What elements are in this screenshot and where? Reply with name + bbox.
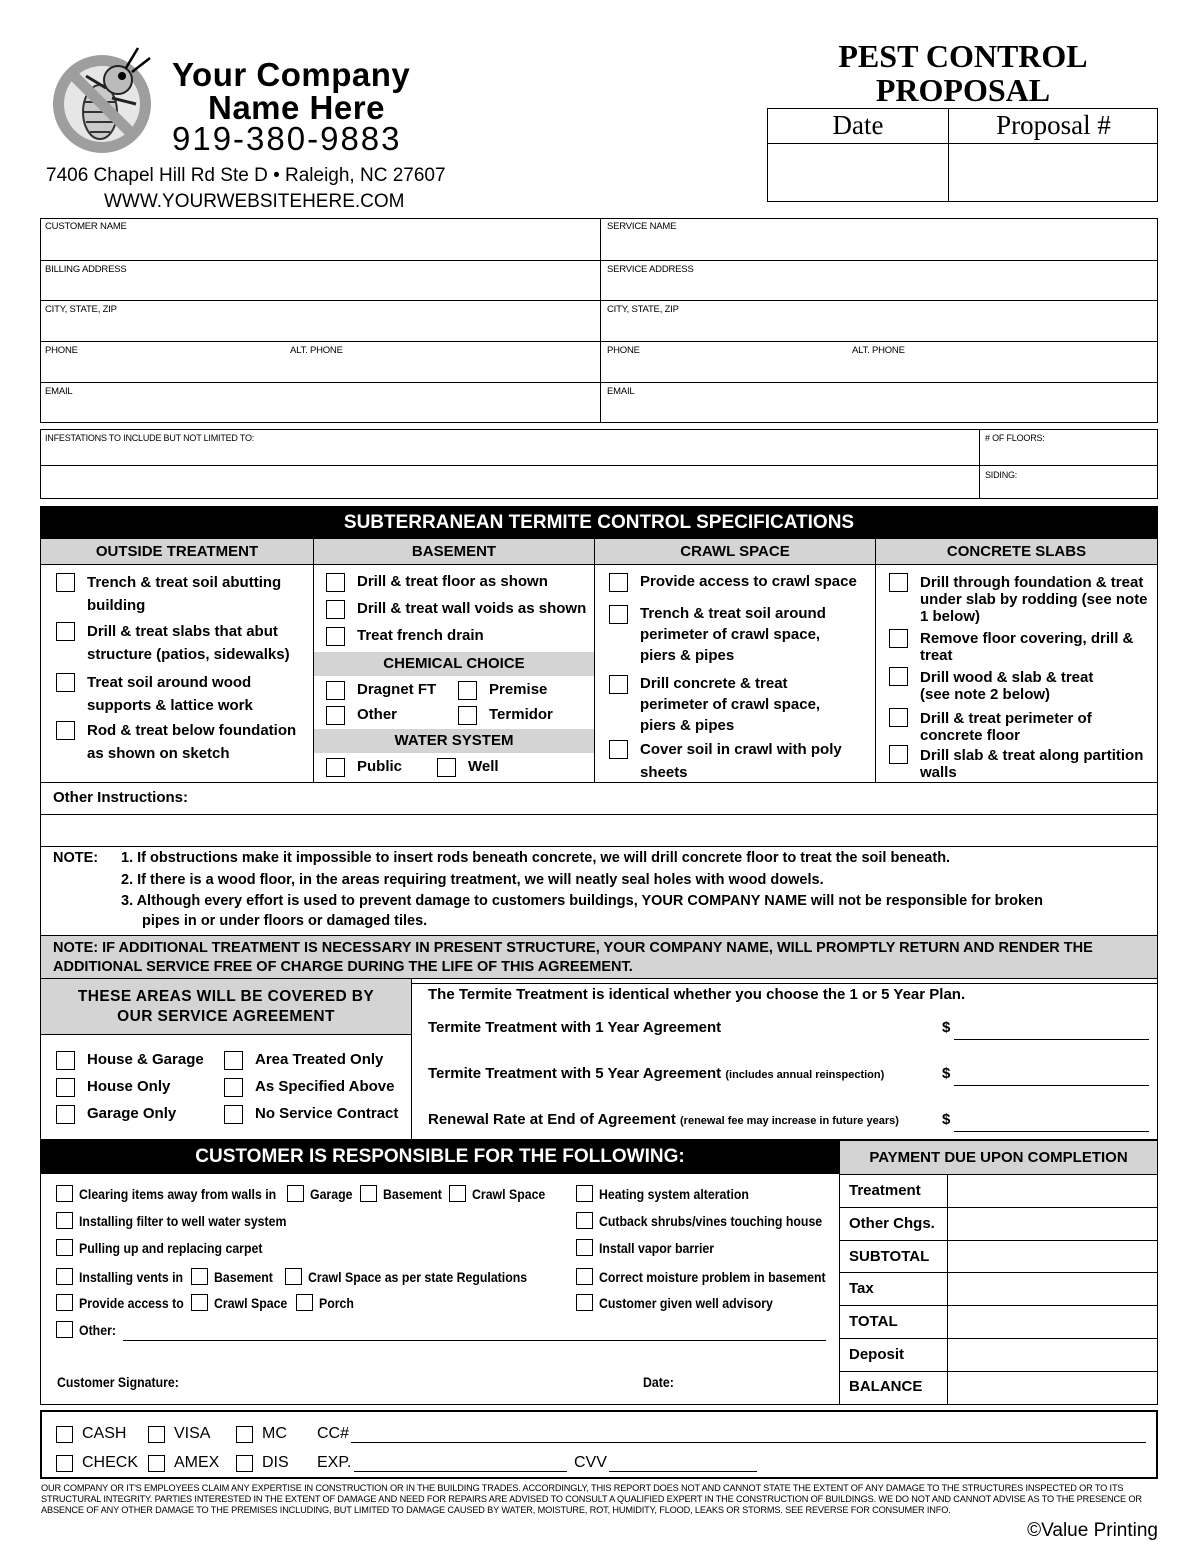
chemical-termidor: Termidor [489,706,553,723]
checkbox-crawl-drill[interactable] [609,675,628,694]
checkbox-public-water[interactable] [326,758,345,777]
resp-other: Other: [79,1322,116,1338]
date-label: Date [832,110,884,140]
service-phone-label: PHONE [607,345,640,356]
service-address-label: SERVICE ADDRESS [607,264,694,275]
siding-label: SIDING: [985,470,1018,480]
floors-label: # OF FLOORS: [985,433,1045,443]
payment-header: PAYMENT DUE UPON COMPLETION [840,1141,1157,1174]
resp-well-advisory: Customer given well advisory [599,1295,773,1311]
basement-header: BASEMENT [411,543,497,560]
cvv-label: CVV [574,1454,607,1471]
basement-item-2: Drill & treat wall voids as shown [357,600,587,617]
checkbox-slab-floor-covering[interactable] [889,629,908,648]
dollar-sign: $ [942,1111,951,1128]
billing-address-label: BILLING ADDRESS [45,264,127,275]
resp-carpet: Pulling up and replacing carpet [79,1240,263,1256]
phone-label: PHONE [45,345,78,356]
five-year-price-field[interactable] [954,1085,1149,1086]
checkbox-as-specified[interactable] [224,1078,243,1097]
checkbox-well-advisory[interactable] [576,1294,593,1311]
resp-vents-crawl: Crawl Space as per state Regulations [308,1269,528,1285]
method-amex: AMEX [174,1454,220,1471]
slab-item-3: Drill wood & slab & treat (see note 2 below) [920,669,1094,703]
other-instructions-field[interactable] [42,816,1156,844]
checkbox-well-water[interactable] [437,758,456,777]
service-city-label: CITY, STATE, ZIP [607,304,679,315]
plan-intro: The Termite Treatment is identical whether you choose the 1 or 5 Year Plan. [428,986,966,1003]
checkbox-carpet[interactable] [56,1239,73,1256]
checkbox-vents[interactable] [56,1268,73,1285]
outside-item-2: Drill & treat slabs that abut structure (patios, sidewalks) [87,623,290,663]
coverage-as-specified: As Specified Above [255,1078,395,1095]
five-year-plan-note: (includes annual reinspection) [725,1069,885,1081]
resp-filter: Installing filter to well water system [79,1213,287,1229]
checkbox-vents-basement[interactable] [191,1268,208,1285]
checkbox-clearing[interactable] [56,1185,73,1202]
payment-deposit: Deposit [849,1346,905,1363]
company-logo [46,42,158,160]
other-instructions-label: Other Instructions: [53,789,189,806]
method-visa: VISA [174,1425,211,1442]
billing-city-label: CITY, STATE, ZIP [45,304,117,315]
outside-item-1: Trench & treat soil abutting building [87,574,282,614]
checkbox-chemical-other[interactable] [326,706,345,725]
checkbox-drill-floor[interactable] [326,573,345,592]
checkbox-drill-wall-voids[interactable] [326,600,345,619]
checkbox-filter[interactable] [56,1212,73,1229]
chemical-other: Other [357,706,398,723]
resp-vents: Installing vents in [79,1269,184,1285]
checkbox-dragnet[interactable] [326,681,345,700]
disclaimer-text: OUR COMPANY OR IT'S EMPLOYEES CLAIM ANY EXPERTISE IN CONSTRUCTION OR IN THE BUILDING TRADES. ACCORDINGLY, THIS REPORT DOES NOT AND CANNOT STATE THE EXTENT OF ANY DAMAGE TO THE STRUCTURES INSPECTED OR TO ITS STRUCTURAL INTEGRITY. PARTIES INTERESTED IN THE EXTENT OF DAMAGE AND NEED FOR REPAIRS ARE ADVISED TO CONSULT A QUALIFIED EXPERT IN THE CONSTRUCTION OF BUILDINGS. WE DO NOT AND CANNOT ADVISE AS TO THE PRESENCE OR ABSENCE OF ANY OTHER DAMAGE TO THE PREMISES INCLUDING, BUT LIMITED TO DAMAGE CAUSED BY WATER, MOISTURE, ROT, HUMIDITY, FLOOD, LEAKS OR STORMS. SEE REVERSE FOR CONSUMER INFO. [41,1483,1142,1515]
signature-date-label: Date: [643,1374,674,1390]
five-year-plan-text: Termite Treatment with 5 Year Agreement [428,1065,722,1082]
coverage-house-garage: House & Garage [87,1051,204,1068]
resp-vapor: Install vapor barrier [599,1240,715,1256]
service-email-label: EMAIL [607,386,635,397]
method-dis: DIS [262,1454,289,1471]
slab-item-1: Drill through foundation & treat under slab by rodding (see note 1 below) [920,574,1148,625]
crawl-item-2: Trench & treat soil around perimeter of crawl space, piers & pipes [640,605,826,664]
checkbox-trench-soil[interactable] [56,573,75,592]
checkbox-visa[interactable] [148,1426,165,1443]
five-year-plan-label [428,1065,884,1082]
chemical-dragnet: Dragnet FT [357,681,437,698]
slab-item-4: Drill & treat perimeter of concrete floor [920,710,1092,744]
exp-label: EXP. [317,1454,352,1471]
payment-other-charges: Other Chgs. [849,1215,935,1232]
concrete-slabs-header: CONCRETE SLABS [946,543,1087,560]
checkbox-french-drain[interactable] [326,627,345,646]
water-well: Well [468,758,499,775]
checkbox-dis[interactable] [236,1455,253,1472]
date-field[interactable] [769,145,947,200]
cc-number-field[interactable] [351,1442,1146,1443]
resp-clearing-crawl: Crawl Space [472,1186,546,1202]
checkbox-premise[interactable] [458,681,477,700]
checkbox-access[interactable] [56,1294,73,1311]
renewal-rate-label [428,1111,899,1128]
alt-phone-label: ALT. PHONE [290,345,343,356]
customer-info-section [40,218,1158,423]
one-year-plan-label: Termite Treatment with 1 Year Agreement [428,1019,722,1036]
checkbox-no-contract[interactable] [224,1105,243,1124]
resp-clearing: Clearing items away from walls in [79,1186,277,1202]
checkbox-termidor[interactable] [458,706,477,725]
method-cash: CASH [82,1425,127,1442]
checkbox-house-garage[interactable] [56,1051,75,1070]
checkbox-mc[interactable] [236,1426,253,1443]
company-website: WWW.YOURWEBSITEHERE.COM [104,191,405,212]
copyright-text: ©Value Printing [1027,1520,1158,1541]
service-name-label: SERVICE NAME [607,221,677,232]
checkbox-cash[interactable] [56,1426,73,1443]
coverage-house-only: House Only [87,1078,171,1095]
checkbox-amex[interactable] [148,1455,165,1472]
chemical-choice-header: CHEMICAL CHOICE [314,652,594,676]
outside-treatment-header: OUTSIDE TREATMENT [95,543,259,560]
payment-total: TOTAL [849,1313,898,1330]
method-mc: MC [262,1425,287,1442]
no-bug-icon [46,42,158,160]
crawl-space-header: CRAWL SPACE [680,543,790,560]
company-phone: 919-380-9883 [172,120,402,157]
infestations-label: INFESTATIONS TO INCLUDE BUT NOT LIMITED TO: [45,433,255,443]
checkbox-crawl-trench[interactable] [609,605,628,624]
form-title-line2: PROPOSAL [875,72,1051,108]
checkbox-access-crawl[interactable] [191,1294,208,1311]
checkbox-clearing-crawl[interactable] [449,1185,466,1202]
outside-item-4: Rod & treat below foundation as shown on sketch [87,722,297,762]
form-title-line1: PEST CONTROL [838,38,1088,74]
checkbox-clearing-basement[interactable] [360,1185,377,1202]
checkbox-slab-perimeter[interactable] [889,708,908,727]
renewal-price-field[interactable] [954,1131,1149,1132]
crawl-item-1: Provide access to crawl space [640,573,857,590]
service-alt-phone-label: ALT. PHONE [852,345,905,356]
outside-item-3: Treat soil around wood supports & lattice work [87,674,253,714]
payment-tax: Tax [849,1280,874,1297]
chemical-premise: Premise [489,681,548,698]
water-public: Public [357,758,403,775]
coverage-area-treated: Area Treated Only [255,1051,384,1068]
water-system-header: WATER SYSTEM [314,729,594,753]
one-year-price-field[interactable] [954,1039,1149,1040]
method-check: CHECK [82,1454,139,1471]
checkbox-other[interactable] [56,1321,73,1338]
coverage-header: THESE AREAS WILL BE COVERED BY OUR SERVICE AGREEMENT [41,979,411,1034]
checkbox-slab-rodding[interactable] [889,573,908,592]
note-2: 2. If there is a wood floor, in the areas requiring treatment, we will neatly seal holes with wood dowels. [121,872,824,888]
company-name-line2: Name Here [208,89,385,126]
cc-number-label: CC# [317,1425,350,1442]
termite-title: SUBTERRANEAN TERMITE CONTROL SPECIFICATIONS [40,506,1158,539]
checkbox-drill-slabs[interactable] [56,622,75,641]
company-name-line1: Your Company [172,56,411,93]
note-1: 1. If obstructions make it impossible to insert rods beneath concrete, we will drill concrete floor to treat the soil beneath. [121,850,951,866]
checkbox-house-only[interactable] [56,1078,75,1097]
checkbox-garage-only[interactable] [56,1105,75,1124]
basement-item-3: Treat french drain [357,627,484,644]
slab-item-2: Remove floor covering, drill & treat [920,630,1134,664]
customer-signature-field[interactable] [200,1366,620,1394]
resp-access-crawl: Crawl Space [214,1295,288,1311]
checkbox-clearing-garage[interactable] [287,1185,304,1202]
payment-balance: BALANCE [849,1378,923,1395]
email-label: EMAIL [45,386,73,397]
checkbox-slab-partition[interactable] [889,745,908,764]
resp-cutback: Cutback shrubs/vines touching house [599,1213,823,1229]
resp-access-porch: Porch [319,1295,354,1311]
checkbox-slab-wood[interactable] [889,667,908,686]
coverage-garage-only: Garage Only [87,1105,177,1122]
proposal-number-label: Proposal # [996,110,1111,140]
dollar-sign: $ [942,1065,951,1082]
basement-item-1: Drill & treat floor as shown [357,573,548,590]
checkbox-cutback[interactable] [576,1212,593,1229]
exp-field[interactable] [354,1471,567,1472]
checkbox-crawl-poly[interactable] [609,740,628,759]
note-label: NOTE: [53,850,99,866]
resp-moisture: Correct moisture problem in basement [599,1269,826,1285]
checkbox-vents-crawl[interactable] [285,1268,302,1285]
coverage-no-contract: No Service Contract [255,1105,399,1122]
checkbox-vapor[interactable] [576,1239,593,1256]
renewal-rate-text: Renewal Rate at End of Agreement [428,1111,676,1128]
checkbox-moisture[interactable] [576,1268,593,1285]
payment-subtotal: SUBTOTAL [849,1248,930,1265]
checkbox-check[interactable] [56,1455,73,1472]
customer-signature-label: Customer Signature: [57,1374,179,1390]
company-address: 7406 Chapel Hill Rd Ste D • Raleigh, NC 27607 [46,165,446,186]
note-3: 3. Although every effort is used to prevent damage to customers buildings, YOUR COMPANY NAME will not be responsible for broken [121,893,1043,909]
resp-clearing-garage: Garage [310,1186,353,1202]
crawl-item-3: Drill concrete & treat perimeter of crawl space, piers & pipes [640,675,821,734]
resp-access: Provide access to [79,1295,184,1311]
resp-clearing-basement: Basement [383,1186,442,1202]
customer-name-label: CUSTOMER NAME [45,221,127,232]
checkbox-crawl-access[interactable] [609,573,628,592]
crawl-item-4: Cover soil in crawl with poly sheets [640,741,842,781]
note-3-continued: pipes in or under floors or damaged tiles. [142,913,428,929]
checkbox-access-porch[interactable] [296,1294,313,1311]
payment-treatment: Treatment [849,1182,921,1199]
resp-vents-basement: Basement [214,1269,273,1285]
additional-treatment-note: NOTE: IF ADDITIONAL TREATMENT IS NECESSARY IN PRESENT STRUCTURE, YOUR COMPANY NAME, WILL PROMPTLY RETURN AND RENDER THE ADDITIONAL SERVICE FREE OF CHARGE DURING THE LIFE OF THIS AGREEMENT. [41,936,1157,978]
other-field[interactable] [123,1340,826,1341]
checkbox-treat-wood-supports[interactable] [56,673,75,692]
proposal-number-field[interactable] [950,145,1156,200]
checkbox-heating[interactable] [576,1185,593,1202]
checkbox-rod-foundation[interactable] [56,721,75,740]
renewal-rate-note: (renewal fee may increase in future years) [680,1115,899,1127]
slab-item-5: Drill slab & treat along partition walls [920,747,1144,781]
customer-responsible-header: CUSTOMER IS RESPONSIBLE FOR THE FOLLOWING: [40,1140,840,1174]
checkbox-area-treated[interactable] [224,1051,243,1070]
cvv-field[interactable] [609,1471,757,1472]
resp-heating: Heating system alteration [599,1186,749,1202]
dollar-sign: $ [942,1019,951,1036]
